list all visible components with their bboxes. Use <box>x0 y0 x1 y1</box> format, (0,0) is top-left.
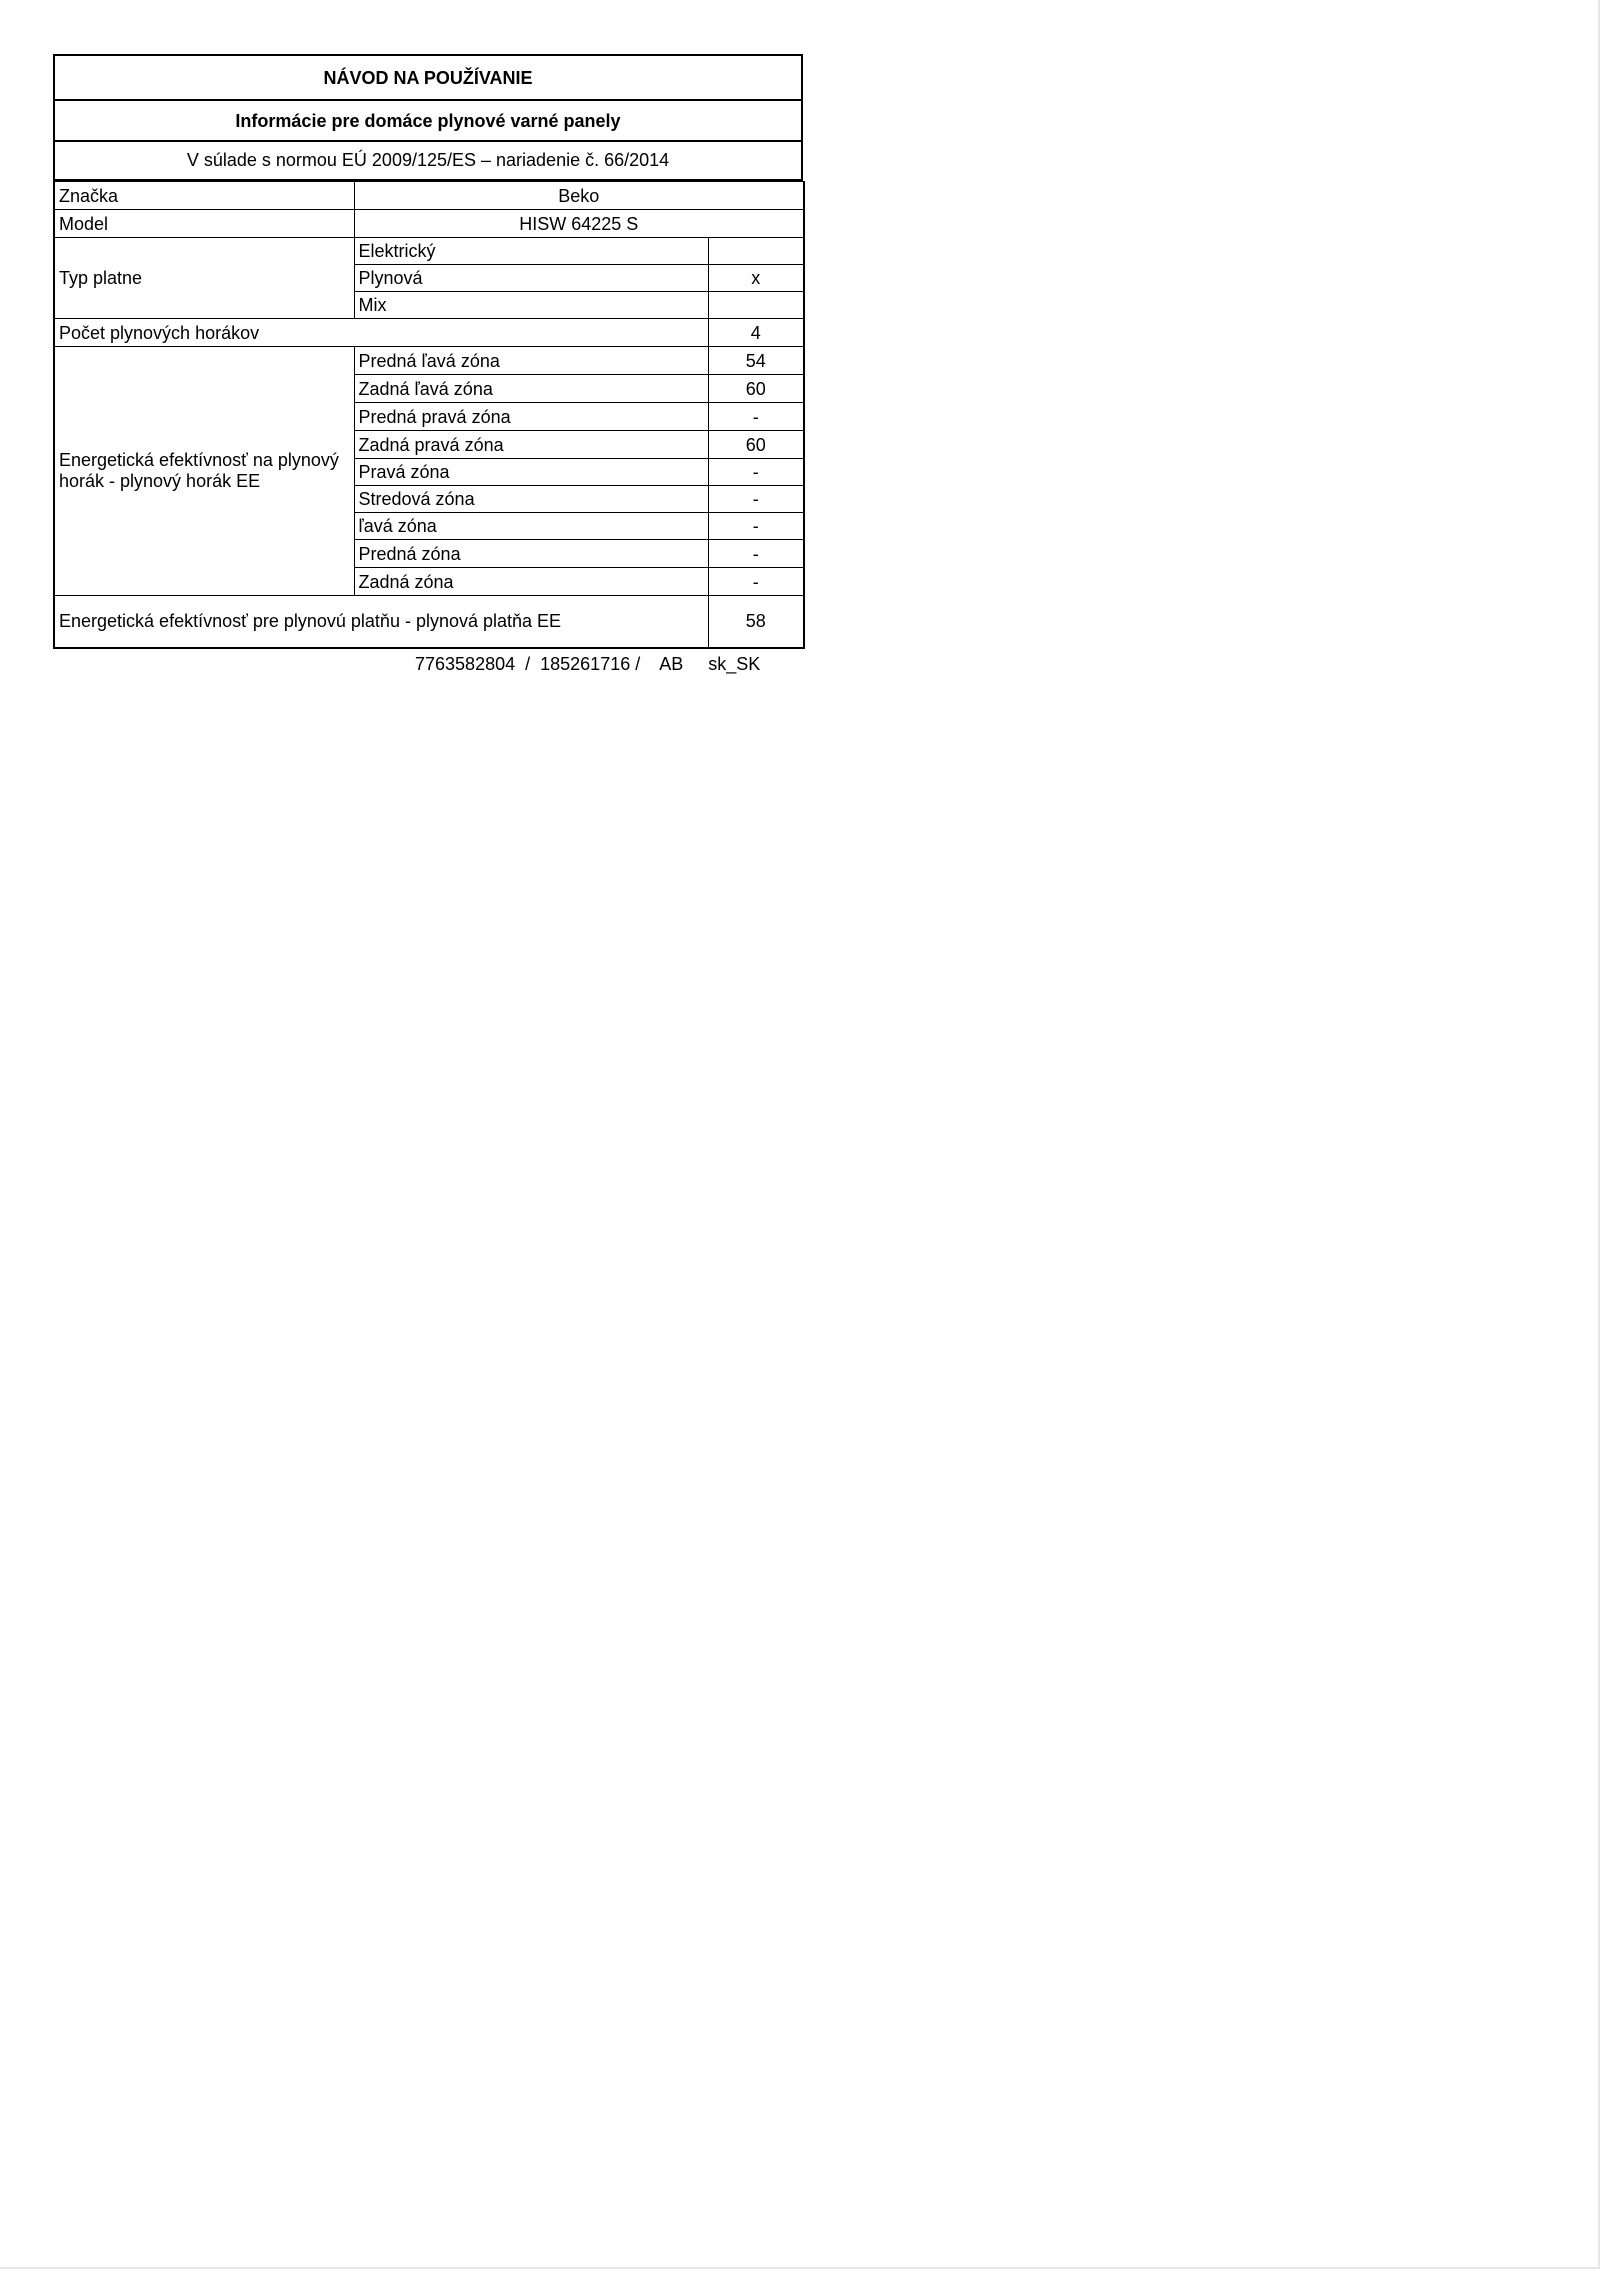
product-info-sheet <box>53 54 803 649</box>
table-row <box>54 238 804 265</box>
burner-count-label: Počet plynových horákov <box>54 319 708 347</box>
table-row <box>54 182 804 210</box>
zone-name: Predná ľavá zóna <box>354 347 708 375</box>
zone-name: Stredová zóna <box>354 486 708 513</box>
brand-value: Beko <box>354 182 804 210</box>
regulation-note: V súlade s normou EÚ 2009/125/ES – nariadenie č. 66/2014 <box>53 142 803 181</box>
table-row <box>54 347 804 375</box>
footer-code: 7763582804 <box>415 654 516 674</box>
zone-value: - <box>708 459 804 486</box>
zone-name: ľavá zóna <box>354 513 708 540</box>
plate-type-option: Plynová <box>354 265 708 292</box>
document-title: NÁVOD NA POUŽÍVANIE <box>53 54 803 101</box>
plate-type-mark: x <box>708 265 804 292</box>
burner-count-value: 4 <box>708 319 804 347</box>
zone-name: Pravá zóna <box>354 459 708 486</box>
plate-type-mark <box>708 292 804 319</box>
plate-type-option: Mix <box>354 292 708 319</box>
plate-efficiency-label: Energetická efektívnosť pre plynovú platňu - plynová platňa EE <box>54 596 708 648</box>
zone-value: 60 <box>708 431 804 459</box>
zone-name: Predná pravá zóna <box>354 403 708 431</box>
brand-label: Značka <box>54 182 354 210</box>
plate-type-mark <box>708 238 804 265</box>
zone-name: Zadná pravá zóna <box>354 431 708 459</box>
plate-type-option: Elektrický <box>354 238 708 265</box>
model-label: Model <box>54 210 354 238</box>
zone-name: Predná zóna <box>354 540 708 568</box>
document-footer: 7763582804 / 185261716 / AB sk_SK <box>415 654 761 674</box>
zone-value: - <box>708 403 804 431</box>
zone-value: 54 <box>708 347 804 375</box>
footer-code: AB <box>659 654 684 674</box>
table-row <box>54 210 804 238</box>
zone-name: Zadná ľavá zóna <box>354 375 708 403</box>
zone-value: - <box>708 486 804 513</box>
spec-table <box>53 181 805 649</box>
plate-efficiency-value: 58 <box>708 596 804 648</box>
burner-efficiency-label: Energetická efektívnosť na plynový horák - plynový horák EE <box>54 347 354 596</box>
footer-code: 185261716 <box>540 654 631 674</box>
zone-value: 60 <box>708 375 804 403</box>
model-value: HISW 64225 S <box>354 210 804 238</box>
zone-value: - <box>708 513 804 540</box>
table-row <box>54 319 804 347</box>
plate-type-label: Typ platne <box>54 238 354 319</box>
zone-value: - <box>708 540 804 568</box>
table-row <box>54 596 804 648</box>
footer-locale: sk_SK <box>708 654 761 674</box>
zone-value: - <box>708 568 804 596</box>
document-subtitle: Informácie pre domáce plynové varné panely <box>53 101 803 142</box>
zone-name: Zadná zóna <box>354 568 708 596</box>
